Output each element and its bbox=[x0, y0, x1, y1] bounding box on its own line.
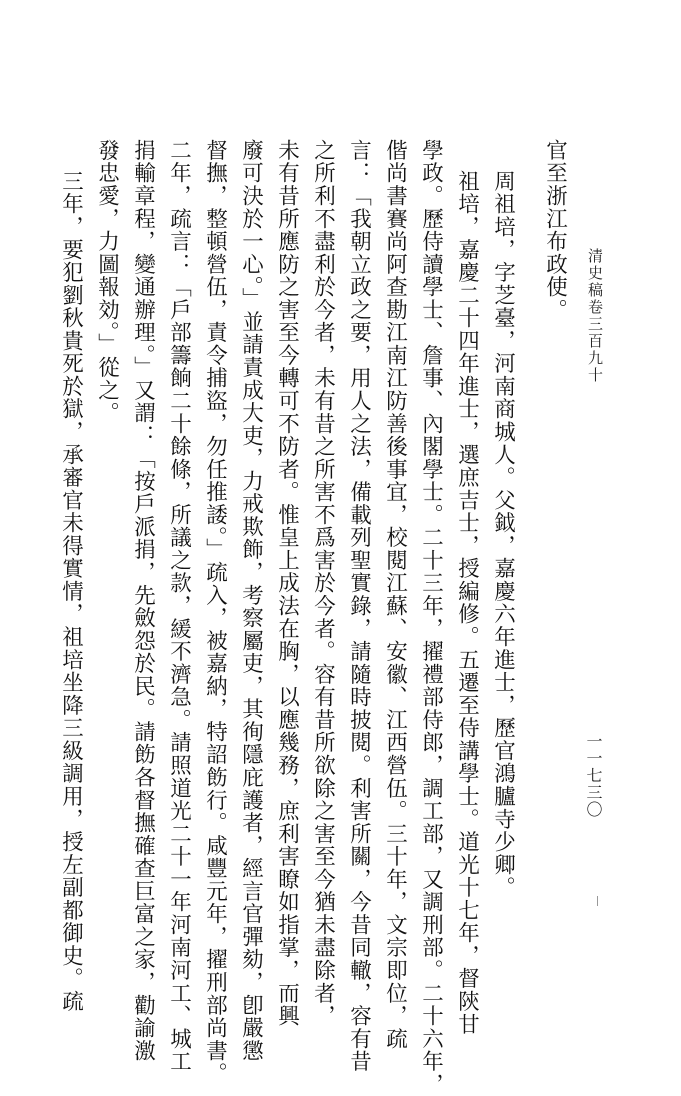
margin-tick-mark bbox=[597, 896, 598, 906]
page-number: 一一七三〇 bbox=[584, 733, 603, 818]
text-column-7: 未有昔所應防之害至今轉可不防者。惟皇上成法在胸，以應幾務，庶利害瞭如指掌，而興 bbox=[274, 139, 300, 1028]
text-column-5: 言：「我朝立政之要，用人之法，備載列聖實錄，請隨時披閱。利害所關，今昔同轍，容有昔 bbox=[346, 139, 372, 1073]
text-column-1: 周祖培，字芝臺，河南商城人。父鉞，嘉慶六年進士，歷官鴻臚寺少卿。 bbox=[490, 170, 516, 899]
running-title: 清史稿卷三百九十 bbox=[586, 248, 604, 384]
text-column-9: 督撫，整頓營伍，責令捕盜，勿任推諉。」疏入，被嘉納，特詔飭行。咸豐元年，擢刑部尚書。 bbox=[202, 139, 228, 1086]
text-column-3: 學政。歷侍讀學士、詹事、內閣學士。二十三年，擢禮部侍郎，調工部，又調刑部。二十六年， bbox=[418, 139, 444, 1096]
text-column-11: 捐輸章程，變通辦理。」又謂：「按戶派捐，先斂怨於民。請飭各督撫確查巨富之家，勸諭激 bbox=[130, 139, 156, 1063]
text-column-10: 二年，疏言：「戶部籌餉二十餘條，所議之款，緩不濟急。請照道光二十一年河南河工、城工 bbox=[166, 139, 192, 1073]
text-column-13: 三年，要犯劉秋貴死於獄，承審官未得實情，祖培坐降三級調用，授左副都御史。疏 bbox=[58, 170, 84, 1013]
preceding-line: 官至浙江布政使。 bbox=[542, 139, 568, 322]
text-column-2: 祖培，嘉慶二十四年進士，選庶吉士，授編修。五遷至侍講學士。道光十七年，督陝甘 bbox=[454, 170, 480, 1036]
text-column-12: 發忠愛，力圖報効。」從之。 bbox=[94, 139, 120, 425]
text-column-8: 廢可決於一心。」並請責成大吏，力戒欺飾，考察屬吏，其徇隱庇護者，經言官彈劾，卽嚴懲 bbox=[238, 139, 264, 1063]
text-column-6: 之所利不盡利於今者，未有昔之所害不爲害於今者。容有昔所欲除之害至今猶未盡除者， bbox=[310, 139, 336, 1028]
text-column-4: 偕尚書賽尚阿查勘江南江防善後事宜，校閱江蘇、安徽、江西營伍。三十年，文宗即位，疏 bbox=[382, 139, 408, 1051]
